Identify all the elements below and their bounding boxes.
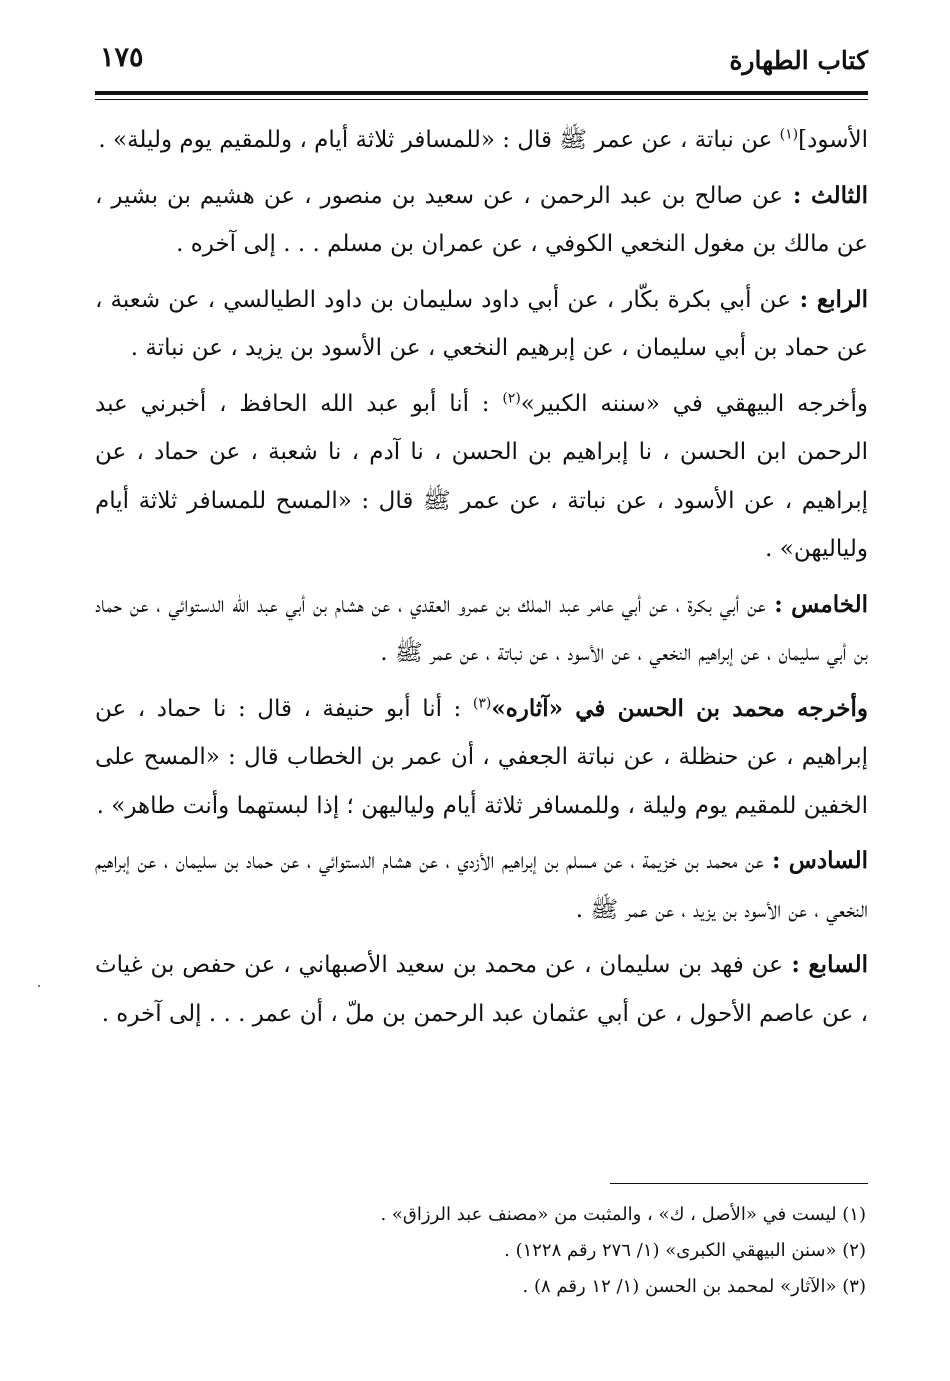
paragraph: [95, 172, 868, 269]
paragraph-text: عن أبي بكرة ، عن أبي عامر عبد الملك بن عمرو العقدي ، عن هشام بن أبي عبد الله الدستوائي ، عن حماد بن أبي سليمان ، عن إبراهيم النخعي ، عن الأسود ، عن نباتة ، عن عمر ﷺ .: [95, 591, 868, 666]
paragraph: [95, 941, 868, 1038]
paragraph-lead: السابع :: [782, 951, 868, 978]
paragraph-lead: السادس :: [763, 847, 868, 874]
paragraph-lead: وأخرجه محمد بن الحسن في «آثاره»: [491, 694, 868, 722]
paragraph-text: عن صالح بن عبد الرحمن ، عن سعيد بن منصور ، عن هشيم بن بشير ، عن مالك بن مغول النخعي الكوفي ، عن عمران بن مسلم . . . إلى آخره .: [95, 182, 868, 257]
paragraph-text: : أنا أبو حنيفة ، قال : نا حماد ، عن إبراهيم ، عن حنظلة ، عن نباتة الجعفي ، أن عمر بن الخطاب قال : «المسح على الخفين للمقيم يوم وليلة ، وللمسافر ثلاثة أيام ولياليهن ؛ إذا لبستهما وأنت طاهر» .: [95, 695, 868, 819]
paragraph-text: عن نباتة ، عن عمر ﷺ قال : «للمسافر ثلاثة أيام ، وللمقيم يوم وليلة» .: [98, 127, 780, 153]
paragraph-lead: الخامس :: [765, 590, 869, 618]
paragraph-text: وأخرجه البيهقي في «سننه الكبير»: [520, 390, 868, 417]
header-rule-thin: [95, 99, 868, 100]
main-text: [95, 116, 868, 1038]
paragraph: [95, 837, 868, 934]
paragraph-lead: الرابع :: [790, 285, 868, 313]
running-title: كتاب الطهارة: [729, 46, 868, 75]
footnote-ref: (٣): [472, 694, 492, 711]
paragraph-text: : أنا أبو عبد الله الحافظ ، أخبرني عبد الرحمن ابن الحسن ، نا إبراهيم بن الحسن ، نا آدم ، نا شعبة ، عن حماد ، عن إبراهيم ، عن الأسود ، عن نباتة ، عن عمر ﷺ قال : «المسح للمسافر ثلاثة أيام ولياليهن» .: [95, 390, 868, 562]
paragraph-text: عن فهد بن سليمان ، عن محمد بن سعيد الأصبهاني ، عن حفص بن غياث ، عن عاصم الأحول ، عن أبي عثمان عبد الرحمن بن ملّ ، أن عمر . . . إلى آخره .: [95, 952, 868, 1027]
page-number: ١٧٥: [100, 42, 144, 73]
footnote: (٢) «سنن البيهقي الكبرى» (١/ ٢٧٦ رقم ١٢٢٨) .: [504, 1240, 866, 1261]
footnote-separator: [610, 1183, 868, 1184]
footnote-ref: (٢): [502, 389, 521, 406]
footnote: (٣) «الآثار» لمحمد بن الحسن (١/ ١٢ رقم ٨) .: [522, 1276, 866, 1297]
paragraph: [95, 380, 868, 574]
paragraph: [95, 116, 868, 165]
paragraph: [95, 581, 868, 678]
footnote-ref: (١): [779, 126, 799, 143]
paragraph-text: عن أبي بكرة بكّار ، عن أبي داود سليمان بن داود الطيالسي ، عن شعبة ، عن حماد بن أبي سليمان ، عن إبرهيم النخعي ، عن الأسود بن يزيد ، عن نباتة .: [95, 286, 868, 361]
page-header: [95, 40, 868, 92]
paragraph: [95, 685, 868, 831]
header-rule: [95, 91, 868, 95]
paragraph-lead: الثالث :: [783, 181, 868, 209]
paragraph: [95, 276, 868, 373]
footnote: (١) ليست في «الأصل ، ك» ، والمثبت من «مصنف عبد الرزاق» .: [380, 1204, 866, 1225]
paragraph-text: الأسود]: [798, 127, 868, 153]
footnotes: [95, 1197, 866, 1305]
paragraph-text: عن محمد بن خزيمة ، عن مسلم بن إبراهيم الأزدي ، عن هشام الدستوائي ، عن حماد بن سليمان ، عن إبراهيم النخعي ، عن الأسود بن يزيد ، عن عمر ﷺ .: [95, 848, 868, 923]
scan-speck: [38, 985, 40, 987]
